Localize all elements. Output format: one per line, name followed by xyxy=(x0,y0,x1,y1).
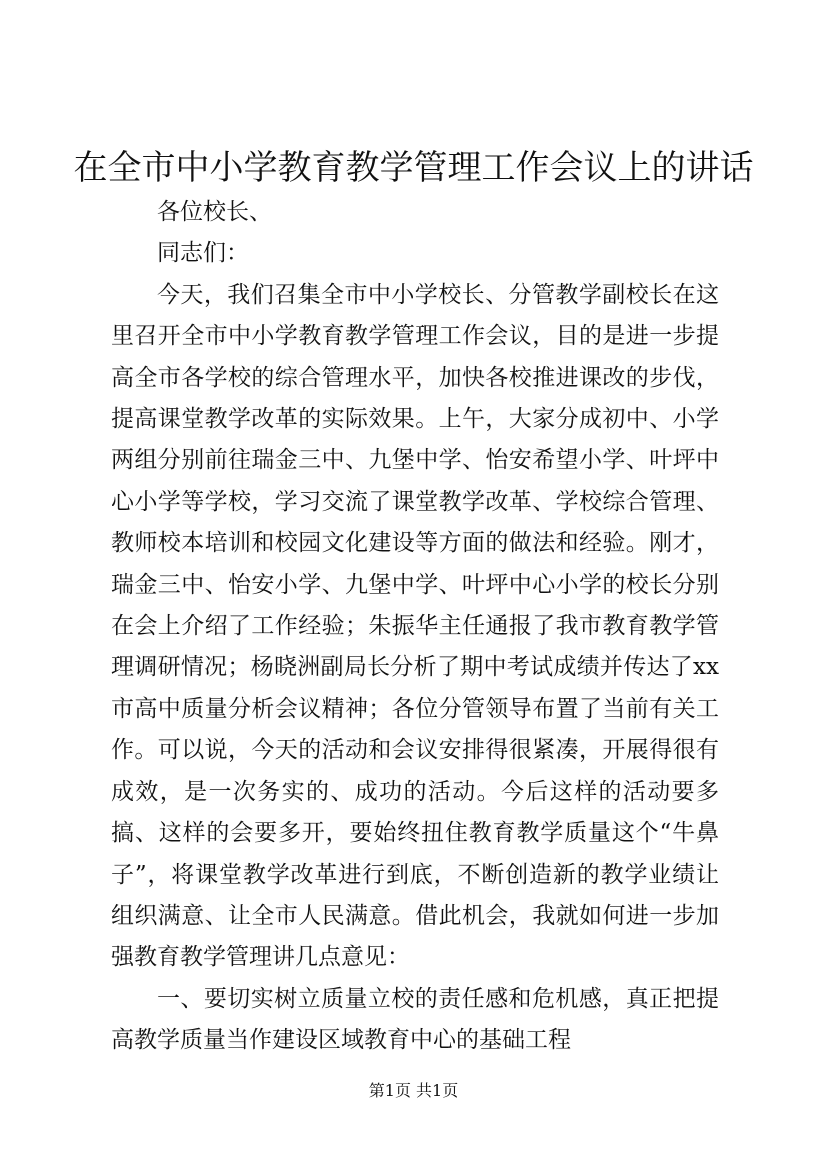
salutation-line-1: 各位校长、 xyxy=(157,199,272,225)
document-body xyxy=(111,192,719,1062)
document-title: 在全市中小学教育教学管理工作会议上的讲话 xyxy=(73,148,754,188)
body-paragraph-1: 今天，我们召集全市中小学校长、分管教学副校长在这里召开全市中小学教育教学管理工作会议，目的是进一步提高全市各学校的综合管理水平，加快各校推进课改的步伐，提高课堂教学改革的实际效果。上午，大家分成初中、小学两组分别前往瑞金三中、九堡中学、怡安希望小学、叶坪中心小学等学校，学习交流了课堂教学改革、学校综合管理、教师校本培训和校园文化建设等方面的做法和经验。刚才，瑞金三中、怡安小学、九堡中学、叶坪中心小学的校长分别在会上介绍了工作经验；朱振华主任通报了我市教育教学管理调研情况；杨晓洲副局长分析了期中考试成绩并传达了xx市高中质量分析会议精神；各位分管领导布置了当前有关工作。可以说，今天的活动和会议安排得很紧凑，开展得很有成效，是一次务实的、成功的活动。今后这样的活动要多搞、这样的会要多开，要始终扭住教育教学质量这个“牛鼻子”，将课堂教学改革进行到底，不断创造新的教学业绩让组织满意、让全市人民满意。借此机会，我就如何进一步加强教育教学管理讲几点意见： xyxy=(111,281,719,971)
page-footer: 第1页 共1页 xyxy=(368,1081,459,1100)
body-paragraph-2: 一、要切实树立质量立校的责任感和危机感，真正把提高教学质量当作建设区域教育中心的基础工程 xyxy=(111,985,719,1054)
salutation-line-2: 同志们： xyxy=(157,240,249,267)
